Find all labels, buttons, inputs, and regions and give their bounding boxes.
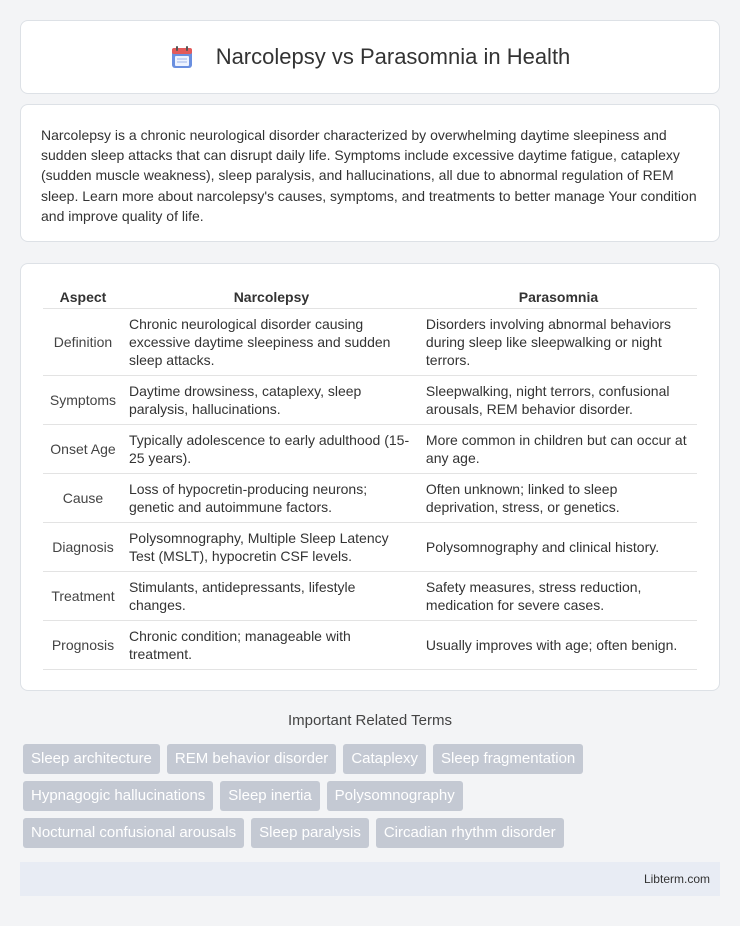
aspect-cell: Definition bbox=[43, 308, 123, 375]
narcolepsy-cell: Typically adolescence to early adulthood (15-25 years). bbox=[123, 424, 420, 473]
tag-circadian-rhythm-disorder[interactable]: Circadian rhythm disorder bbox=[376, 818, 564, 848]
aspect-cell: Treatment bbox=[43, 571, 123, 620]
header-parasomnia: Parasomnia bbox=[420, 284, 697, 308]
table-row bbox=[43, 522, 697, 571]
narcolepsy-cell: Chronic neurological disorder causing excessive daytime sleepiness and sudden sleep attacks. bbox=[123, 308, 420, 375]
related-terms-title: Important Related Terms bbox=[288, 712, 452, 729]
parasomnia-cell: Usually improves with age; often benign. bbox=[420, 620, 697, 669]
table-row bbox=[43, 473, 697, 522]
comparison-table bbox=[43, 284, 697, 670]
aspect-cell: Prognosis bbox=[43, 620, 123, 669]
related-terms-tags bbox=[23, 744, 723, 855]
tag-cataplexy[interactable]: Cataplexy bbox=[343, 744, 426, 774]
narcolepsy-cell: Daytime drowsiness, cataplexy, sleep paralysis, hallucinations. bbox=[123, 375, 420, 424]
calendar-icon bbox=[170, 44, 196, 70]
parasomnia-cell: Safety measures, stress reduction, medication for severe cases. bbox=[420, 571, 697, 620]
header-narcolepsy: Narcolepsy bbox=[123, 284, 420, 308]
aspect-cell: Symptoms bbox=[43, 375, 123, 424]
tag-sleep-paralysis[interactable]: Sleep paralysis bbox=[251, 818, 369, 848]
aspect-cell: Onset Age bbox=[43, 424, 123, 473]
footer-site-link[interactable]: Libterm.com bbox=[643, 872, 710, 886]
table-row bbox=[43, 571, 697, 620]
comparison-table-card bbox=[20, 263, 720, 691]
table-row bbox=[43, 424, 697, 473]
tag-row bbox=[23, 781, 723, 811]
tag-sleep-inertia[interactable]: Sleep inertia bbox=[220, 781, 319, 811]
page-title: Narcolepsy vs Parasomnia in Health bbox=[215, 44, 571, 69]
aspect-cell: Diagnosis bbox=[43, 522, 123, 571]
tag-sleep-fragmentation[interactable]: Sleep fragmentation bbox=[433, 744, 583, 774]
narcolepsy-cell: Polysomnography, Multiple Sleep Latency Test (MSLT), hypocretin CSF levels. bbox=[123, 522, 420, 571]
tag-sleep-architecture[interactable]: Sleep architecture bbox=[23, 744, 160, 774]
narcolepsy-cell: Chronic condition; manageable with treatment. bbox=[123, 620, 420, 669]
intro-card bbox=[20, 104, 720, 242]
tag-polysomnography[interactable]: Polysomnography bbox=[327, 781, 463, 811]
tag-nocturnal-confusional-arousals[interactable]: Nocturnal confusional arousals bbox=[23, 818, 244, 848]
parasomnia-cell: More common in children but can occur at any age. bbox=[420, 424, 697, 473]
footer bbox=[20, 862, 720, 896]
narcolepsy-cell: Loss of hypocretin-producing neurons; genetic and autoimmune factors. bbox=[123, 473, 420, 522]
parasomnia-cell: Disorders involving abnormal behaviors during sleep like sleepwalking or night terrors. bbox=[420, 308, 697, 375]
table-row bbox=[43, 308, 697, 375]
header-card bbox=[20, 20, 720, 94]
narcolepsy-cell: Stimulants, antidepressants, lifestyle changes. bbox=[123, 571, 420, 620]
tag-hypnagogic-hallucinations[interactable]: Hypnagogic hallucinations bbox=[23, 781, 213, 811]
tag-rem-behavior-disorder[interactable]: REM behavior disorder bbox=[167, 744, 336, 774]
parasomnia-cell: Polysomnography and clinical history. bbox=[420, 522, 697, 571]
header-aspect: Aspect bbox=[43, 284, 123, 308]
table-row bbox=[43, 375, 697, 424]
intro-text: Narcolepsy is a chronic neurological disorder characterized by overwhelming daytime sleepiness and sudden sleep attacks that can disrupt daily life. Symptoms include excessive daytime fatigue, cataplexy (sudden muscle weakness), sleep paralysis, and hallucinations, all due to abnormal regulation of REM sleep. Learn more about narcolepsy's causes, symptoms, and treatments to better manage Your condition and improve quality of life. bbox=[41, 127, 697, 224]
tag-row bbox=[23, 818, 723, 848]
aspect-cell: Cause bbox=[43, 473, 123, 522]
parasomnia-cell: Sleepwalking, night terrors, confusional arousals, REM behavior disorder. bbox=[420, 375, 697, 424]
tag-row bbox=[23, 744, 723, 774]
parasomnia-cell: Often unknown; linked to sleep deprivation, stress, or genetics. bbox=[420, 473, 697, 522]
table-row bbox=[43, 620, 697, 669]
